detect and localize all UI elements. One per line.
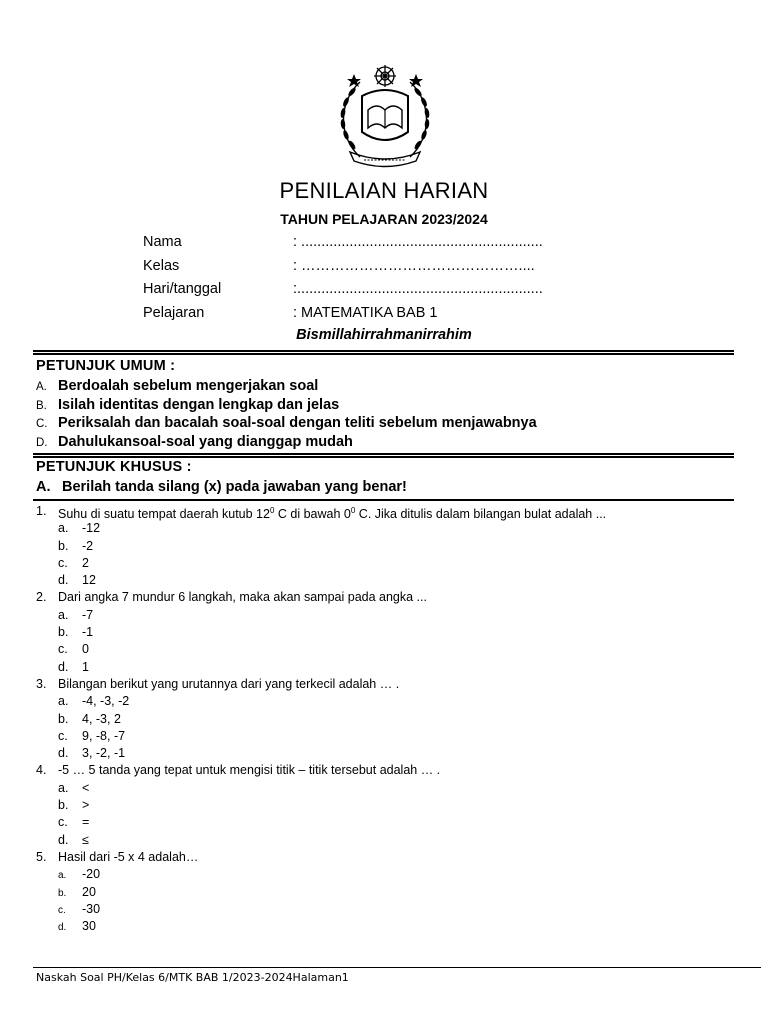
questions-list — [36, 503, 736, 935]
identity-label: Kelas — [143, 257, 180, 274]
section-divider — [33, 453, 734, 458]
instruction-letter: A. — [36, 479, 51, 495]
option-d — [36, 659, 736, 676]
option-text: 4, -3, 2 — [82, 711, 121, 726]
special-instruction — [36, 479, 407, 495]
identity-row-date — [143, 279, 623, 303]
option-letter: b. — [58, 625, 69, 640]
academic-year: TAHUN PELAJARAN 2023/2024 — [280, 211, 488, 227]
question-number: 3. — [36, 676, 47, 691]
option-letter: d. — [58, 922, 67, 934]
identity-row-class — [143, 256, 623, 280]
item-letter: D. — [36, 437, 48, 450]
option-text: -12 — [82, 521, 101, 536]
option-text: ≤ — [82, 832, 89, 847]
date-field: :............................................................. — [293, 281, 543, 297]
option-text: -7 — [82, 607, 94, 622]
superscript: 0 — [269, 506, 275, 515]
option-text: < — [82, 780, 90, 795]
identity-label: Nama — [143, 234, 182, 250]
option-letter: a. — [58, 607, 69, 622]
option-a — [36, 520, 736, 537]
option-letter: c. — [58, 728, 68, 743]
option-letter: b. — [58, 538, 69, 553]
footer-divider — [33, 967, 761, 968]
question-text-part: C di bawah 0 — [274, 507, 351, 522]
question-text: -5 … 5 tanda yang tepat untuk mengisi titik – titik tersebut adalah … . — [58, 763, 441, 778]
question-text: Hasil dari -5 x 4 adalah… — [58, 849, 199, 864]
identity-row-subject — [143, 303, 623, 327]
option-b — [36, 884, 736, 901]
option-letter: a. — [58, 780, 69, 795]
option-text: 12 — [82, 573, 96, 588]
exam-title: PENILAIAN HARIAN — [279, 178, 489, 203]
option-letter: d. — [58, 746, 69, 761]
instruction-text: Berilah tanda silang (x) pada jawaban yang benar! — [62, 479, 407, 495]
option-text: 2 — [82, 555, 89, 570]
list-item — [36, 377, 736, 396]
identity-label: Hari/tanggal — [143, 281, 222, 297]
item-text: Berdoalah sebelum mengerjakan soal — [58, 378, 319, 394]
option-letter: d. — [58, 659, 69, 674]
general-instructions-list — [36, 377, 736, 452]
option-letter: d. — [58, 832, 69, 847]
option-text: 30 — [82, 919, 96, 934]
question-text: Dari angka 7 mundur 6 langkah, maka akan sampai pada angka ... — [58, 590, 427, 605]
option-text: -20 — [82, 867, 101, 882]
option-a — [36, 780, 736, 797]
option-text: = — [82, 815, 90, 830]
special-instructions-heading: PETUNJUK KHUSUS : — [36, 459, 192, 475]
question-2 — [36, 589, 736, 606]
option-d — [36, 745, 736, 762]
section-divider — [33, 499, 734, 501]
option-text: 3, -2, -1 — [82, 746, 126, 761]
question-3 — [36, 676, 736, 693]
school-emblem-icon — [330, 62, 440, 170]
option-d — [36, 572, 736, 589]
item-letter: B. — [36, 399, 47, 412]
item-letter: C. — [36, 418, 48, 431]
identity-label: Pelajaran — [143, 304, 205, 321]
question-text: Bilangan berikut yang urutannya dari yang terkecil adalah … . — [58, 676, 400, 691]
item-text: Dahulukansoal-soal yang dianggap mudah — [58, 434, 353, 451]
option-text: > — [82, 798, 90, 813]
question-number: 1. — [36, 504, 47, 518]
option-text: 1 — [82, 659, 89, 674]
basmalah-text: Bismillahirrahmanirrahim — [296, 327, 472, 343]
option-letter: a. — [58, 694, 69, 709]
option-a — [36, 607, 736, 624]
option-a — [36, 866, 736, 883]
option-b — [36, 624, 736, 641]
option-b — [36, 797, 736, 814]
option-d — [36, 832, 736, 849]
option-b — [36, 538, 736, 555]
option-text: -1 — [82, 625, 94, 640]
option-letter: c. — [58, 904, 66, 916]
option-letter: d. — [58, 573, 69, 588]
option-c — [36, 641, 736, 658]
option-text: -30 — [82, 901, 101, 916]
option-letter: a. — [58, 521, 69, 536]
option-letter: c. — [58, 642, 68, 657]
name-field: : ............................................................ — [293, 234, 543, 250]
option-letter: a. — [58, 870, 67, 882]
identity-block — [143, 232, 623, 326]
section-divider — [33, 350, 734, 355]
item-text: Periksalah dan bacalah soal-soal dengan teliti sebelum menjawabnya — [58, 415, 537, 432]
page-footer: Naskah Soal PH/Kelas 6/MTK BAB 1/2023-2024Halaman1 — [36, 971, 349, 984]
subject-value: : MATEMATIKA BAB 1 — [293, 304, 438, 321]
question-number: 4. — [36, 763, 47, 778]
option-text: -4, -3, -2 — [82, 694, 130, 709]
question-text-part: Suhu di suatu tempat daerah kutub 12 — [58, 507, 270, 522]
option-d — [36, 918, 736, 935]
option-c — [36, 814, 736, 831]
option-letter: b. — [58, 887, 67, 899]
question-4 — [36, 762, 736, 779]
superscript: 0 — [350, 506, 356, 515]
question-number: 2. — [36, 590, 47, 605]
list-item — [36, 396, 736, 415]
option-letter: b. — [58, 711, 69, 726]
item-text: Isilah identitas dengan lengkap dan jelas — [58, 396, 340, 413]
general-instructions-heading: PETUNJUK UMUM : — [36, 358, 176, 374]
question-5 — [36, 849, 736, 866]
question-1 — [36, 503, 736, 520]
list-item — [36, 433, 736, 452]
question-number: 5. — [36, 849, 47, 864]
option-c — [36, 728, 736, 745]
identity-row-name — [143, 232, 623, 256]
option-c — [36, 555, 736, 572]
question-text-part: C. Jika ditulis dalam bilangan bulat adalah ... — [355, 507, 607, 522]
option-letter: c. — [58, 815, 68, 830]
option-letter: b. — [58, 798, 69, 813]
option-letter: c. — [58, 555, 68, 570]
question-text — [58, 503, 606, 522]
option-text: 20 — [82, 884, 96, 899]
option-text: 9, -8, -7 — [82, 728, 126, 743]
class-field: : ……………………………………….... — [293, 257, 535, 274]
option-b — [36, 711, 736, 728]
list-item — [36, 414, 736, 433]
option-text: 0 — [82, 642, 89, 657]
option-text: -2 — [82, 538, 94, 553]
option-c — [36, 901, 736, 918]
option-a — [36, 693, 736, 710]
item-letter: A. — [36, 381, 47, 393]
